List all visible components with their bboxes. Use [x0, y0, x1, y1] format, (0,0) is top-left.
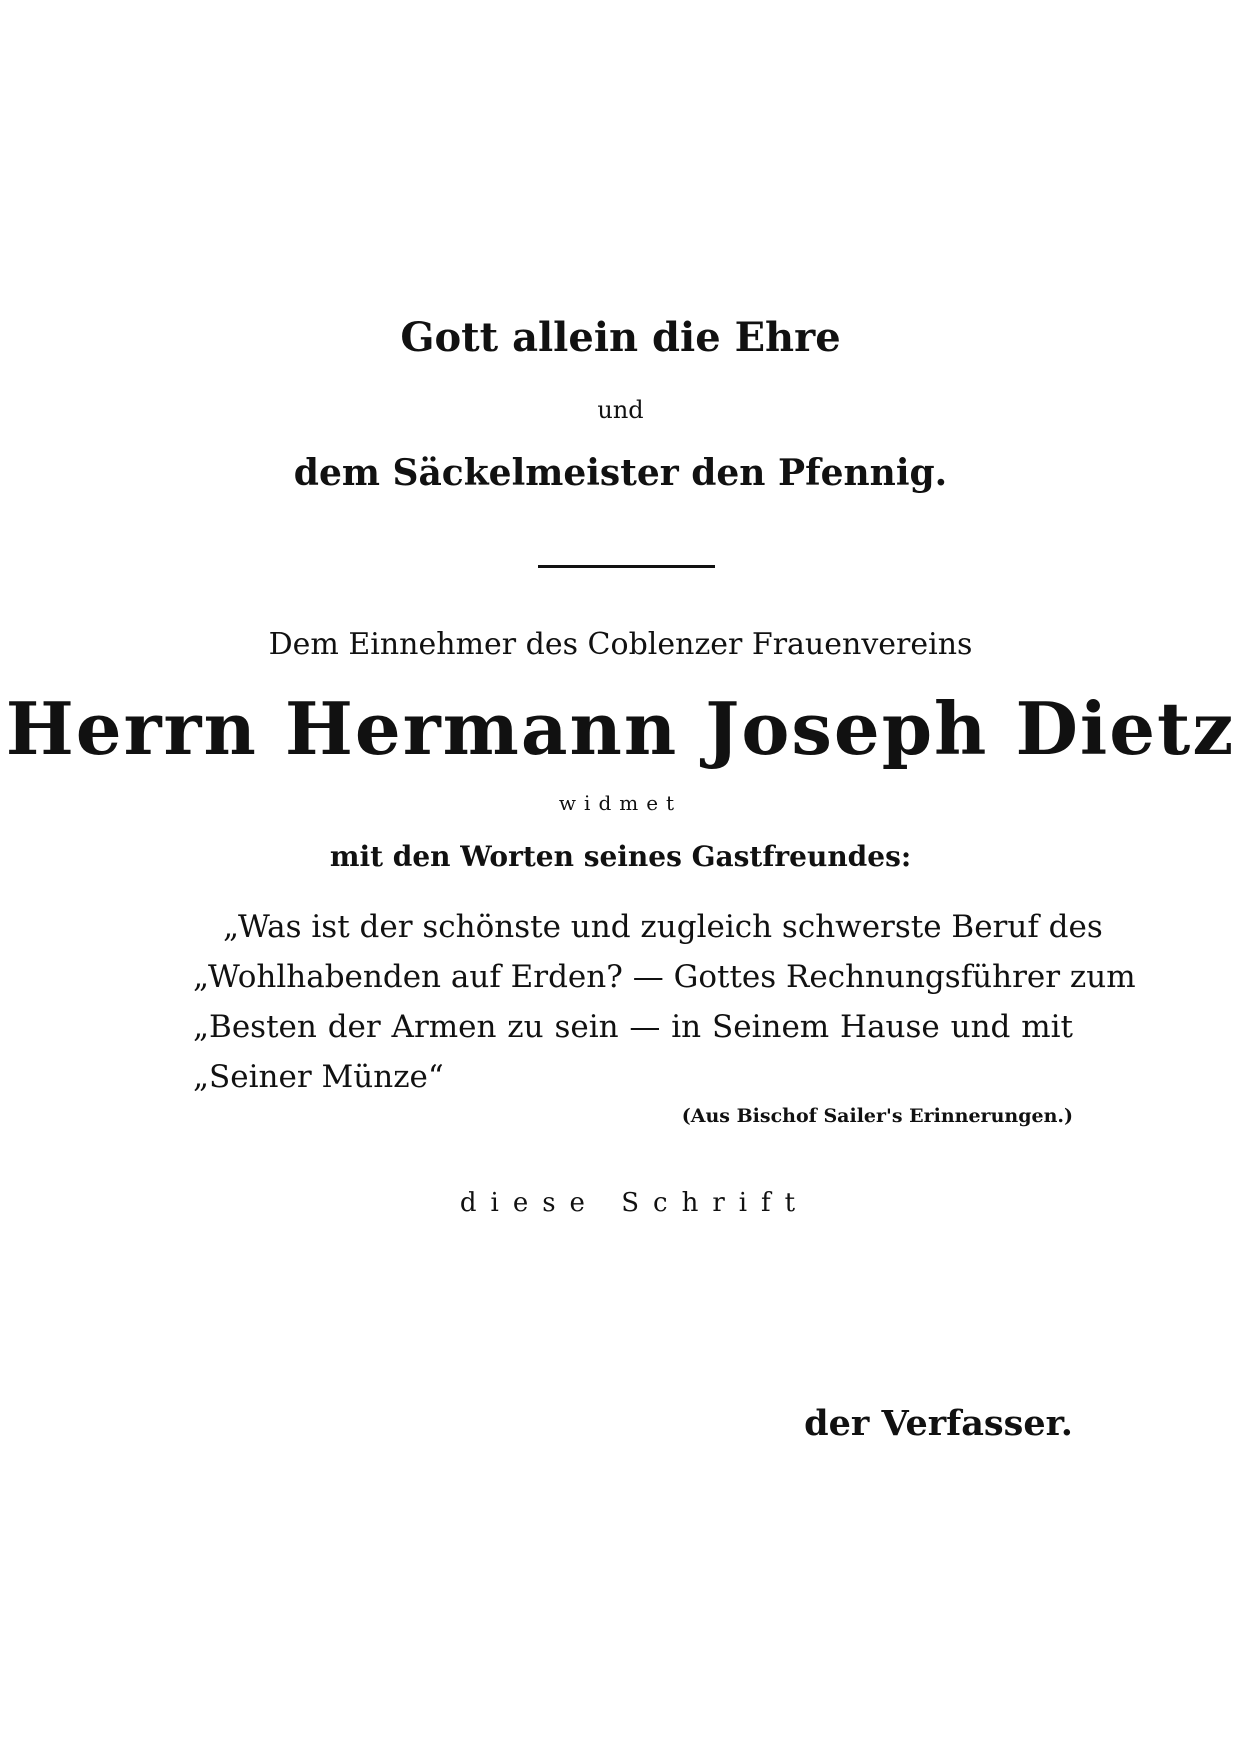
motto-line-1: Gott allein die Ehre	[400, 314, 841, 361]
dedication-verb: widmet	[558, 791, 683, 815]
dedication-object: diese Schrift	[459, 1188, 810, 1218]
quote-line-4: „Seiner Münze“	[193, 1059, 444, 1095]
quote-line-1: „Was ist der schönste und zugleich schwerste Beruf des	[223, 909, 1103, 945]
quote-line-2: „Wohlhabenden auf Erden? — Gottes Rechnungsführer zum	[193, 959, 1136, 995]
dedication-with-words: mit den Worten seines Gastfreundes:	[329, 840, 912, 873]
dedication-recipient-name: Herrn Hermann Joseph Dietz	[5, 686, 1236, 771]
dedication-recipient-title: Dem Einnehmer des Coblenzer Frauenvereins	[268, 627, 973, 662]
quote-source: (Aus Bischof Sailer's Erinnerungen.)	[681, 1105, 1073, 1127]
author-signature: der Verfasser.	[804, 1403, 1073, 1444]
motto-line-2: und	[597, 396, 644, 424]
motto-line-3: dem Säckelmeister den Pfennig.	[293, 452, 948, 494]
separator-rule	[538, 565, 715, 568]
quote-line-3: „Besten der Armen zu sein — in Seinem Hause und mit	[193, 1009, 1073, 1045]
